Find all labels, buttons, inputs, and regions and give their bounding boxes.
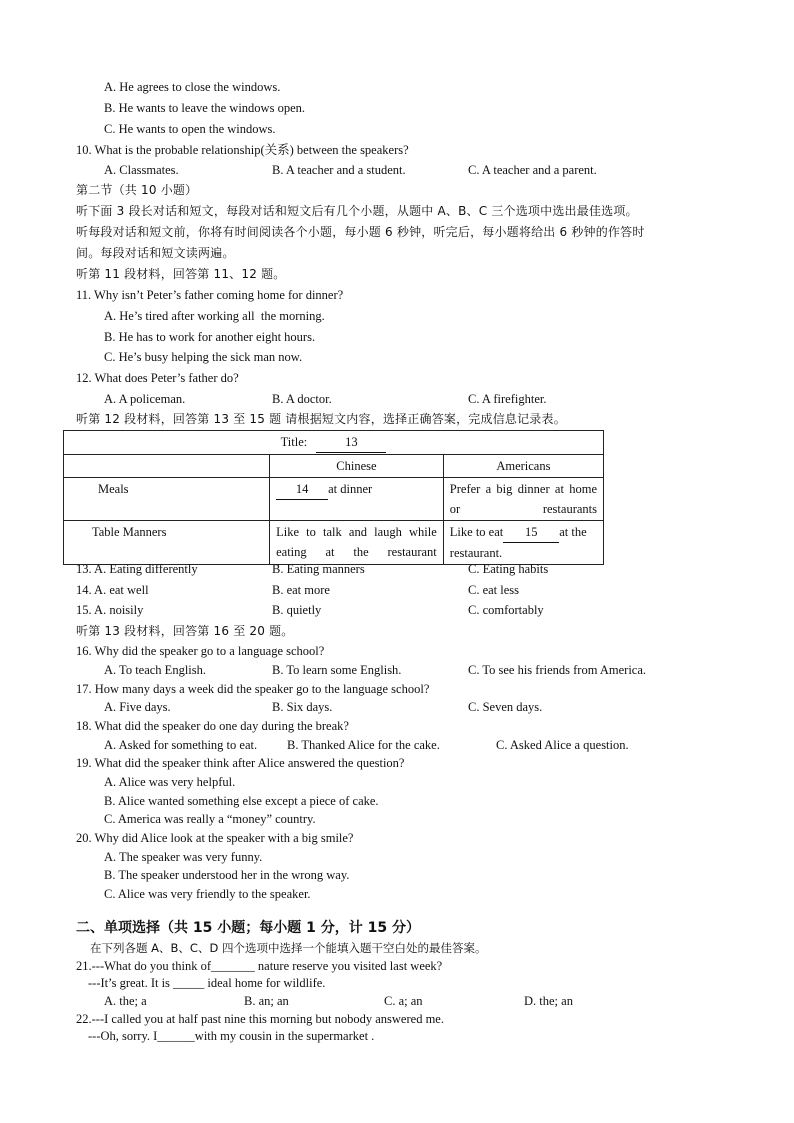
q20-option-b: B. The speaker understood her in the wrong way. xyxy=(104,868,350,882)
q12-option-a: A. A policeman. xyxy=(104,392,186,406)
q17-option-b: B. Six days. xyxy=(272,700,333,714)
q10-option-c: C. A teacher and a parent. xyxy=(468,163,597,177)
row-meals-chinese-text: at dinner xyxy=(328,482,373,496)
blank-15: 15 xyxy=(503,522,559,543)
part2-instruction-line3: 间。每段对话和短文读两遍。 xyxy=(76,246,235,260)
q14-option-a: 14. A. eat well xyxy=(76,583,149,597)
q17-stem: 17. How many days a week did the speaker go to the language school? xyxy=(76,682,430,696)
row-table-manners-americans xyxy=(443,521,603,565)
q16-option-a: A. To teach English. xyxy=(104,663,207,677)
row-meals-chinese xyxy=(270,478,444,521)
q19-option-a: A. Alice was very helpful. xyxy=(104,775,236,789)
q15-option-a: 15. A. noisily xyxy=(76,603,144,617)
q9-option-c: C. He wants to open the windows. xyxy=(104,122,276,136)
q21-option-a: A. the; a xyxy=(104,994,147,1008)
material12-label: 听第 12 段材料，回答第 13 至 15 题 请根据短文内容，选择正确答案，完成信息记录表。 xyxy=(76,412,566,426)
q20-option-c: C. Alice was very friendly to the speaker. xyxy=(104,887,311,901)
q21-line1: 21.---What do you think of_______ nature reserve you visited last week? xyxy=(76,959,443,973)
q22-line2: ---Oh, sorry. I______with my cousin in the supermarket . xyxy=(88,1029,375,1043)
table-header-chinese: Chinese xyxy=(270,455,444,478)
q17-option-a: A. Five days. xyxy=(104,700,171,714)
q22-line1: 22.---I called you at half past nine this morning but nobody answered me. xyxy=(76,1012,444,1026)
row-meals-americans: Prefer a big dinner at home or restaurants xyxy=(443,478,603,521)
row-table-manners-label: Table Manners xyxy=(64,521,270,565)
q18-option-c: C. Asked Alice a question. xyxy=(496,738,629,752)
q13-option-c: C. Eating habits xyxy=(468,562,549,576)
q19-option-b: B. Alice wanted something else except a piece of cake. xyxy=(104,794,379,808)
q10-option-b: B. A teacher and a student. xyxy=(272,163,406,177)
q16-stem: 16. Why did the speaker go to a language school? xyxy=(76,644,325,658)
part2-heading: 第二节（共 10 小题） xyxy=(76,183,198,197)
q18-stem: 18. What did the speaker do one day during the break? xyxy=(76,719,349,733)
q11-option-a: A. He’s tired after working all the morning. xyxy=(104,309,325,323)
q11-option-b: B. He has to work for another eight hours. xyxy=(104,330,316,344)
q9-option-a: A. He agrees to close the windows. xyxy=(104,80,281,94)
q12-option-b: B. A doctor. xyxy=(272,392,332,406)
blank-13: 13 xyxy=(316,432,386,453)
section2-title: 二、单项选择（共 15 小题；每小题 1 分，计 15 分） xyxy=(76,920,420,936)
q16-option-c: C. To see his friends from America. xyxy=(468,663,647,677)
part2-instruction-line2: 听每段对话和短文前，你将有时间阅读各个小题，每小题 6 秒钟，听完后，每小题将给出 6 秒钟的作答时 xyxy=(76,225,645,239)
table-header-americans: Americans xyxy=(443,455,603,478)
q19-stem: 19. What did the speaker think after Alice answered the question? xyxy=(76,756,405,770)
part2-instruction-line1: 听下面 3 段长对话和短文，每段对话和短文后有几个小题，从题中 A、B、C 三个选项中选出最佳选项。 xyxy=(76,204,638,218)
q12-stem: 12. What does Peter’s father do? xyxy=(76,371,239,385)
q21-option-d: D. the; an xyxy=(524,994,573,1008)
q12-option-c: C. A firefighter. xyxy=(468,392,547,406)
q21-line2: ---It’s great. It is _____ ideal home for wildlife. xyxy=(88,976,326,990)
q21-option-c: C. a; an xyxy=(384,994,423,1008)
q10-option-a: A. Classmates. xyxy=(104,163,179,177)
material11-label: 听第 11 段材料，回答第 11、12 题。 xyxy=(76,267,286,281)
q17-option-c: C. Seven days. xyxy=(468,700,543,714)
q14-option-b: B. eat more xyxy=(272,583,330,597)
q14-option-c: C. eat less xyxy=(468,583,520,597)
table-title-cell xyxy=(64,431,604,455)
table-corner-cell xyxy=(64,455,270,478)
material13-label: 听第 13 段材料，回答第 16 至 20 题。 xyxy=(76,624,294,638)
q10-stem: 10. What is the probable relationship(关系) between the speakers? xyxy=(76,143,409,157)
blank-14: 14 xyxy=(276,479,328,500)
q16-option-b: B. To learn some English. xyxy=(272,663,402,677)
q19-option-c: C. America was really a “money” country. xyxy=(104,812,316,826)
q9-option-b: B. He wants to leave the windows open. xyxy=(104,101,306,115)
row-table-manners-americans-after: at the restaurant. xyxy=(449,525,587,560)
q11-stem: 11. Why isn’t Peter’s father coming home for dinner? xyxy=(76,288,344,302)
q21-option-b: B. an; an xyxy=(244,994,289,1008)
q15-option-c: C. comfortably xyxy=(468,603,544,617)
q15-option-b: B. quietly xyxy=(272,603,322,617)
info-record-table xyxy=(63,430,604,565)
q13-option-b: B. Eating manners xyxy=(272,562,365,576)
table-title-label: Title: xyxy=(280,435,308,449)
q13-option-a: 13. A. Eating differently xyxy=(76,562,198,576)
row-meals-label: Meals xyxy=(64,478,270,521)
row-table-manners-americans-before: Like to eat xyxy=(449,525,504,539)
q18-option-a: A. Asked for something to eat. xyxy=(104,738,258,752)
q18-option-b: B. Thanked Alice for the cake. xyxy=(287,738,440,752)
q20-option-a: A. The speaker was very funny. xyxy=(104,850,263,864)
q11-option-c: C. He’s busy helping the sick man now. xyxy=(104,350,303,364)
q20-stem: 20. Why did Alice look at the speaker with a big smile? xyxy=(76,831,354,845)
row-table-manners-chinese: Like to talk and laugh while eating at the restaurant xyxy=(270,521,444,565)
section2-note: 在下列各题 A、B、C、D 四个选项中选择一个能填入题干空白处的最佳答案。 xyxy=(90,941,487,955)
